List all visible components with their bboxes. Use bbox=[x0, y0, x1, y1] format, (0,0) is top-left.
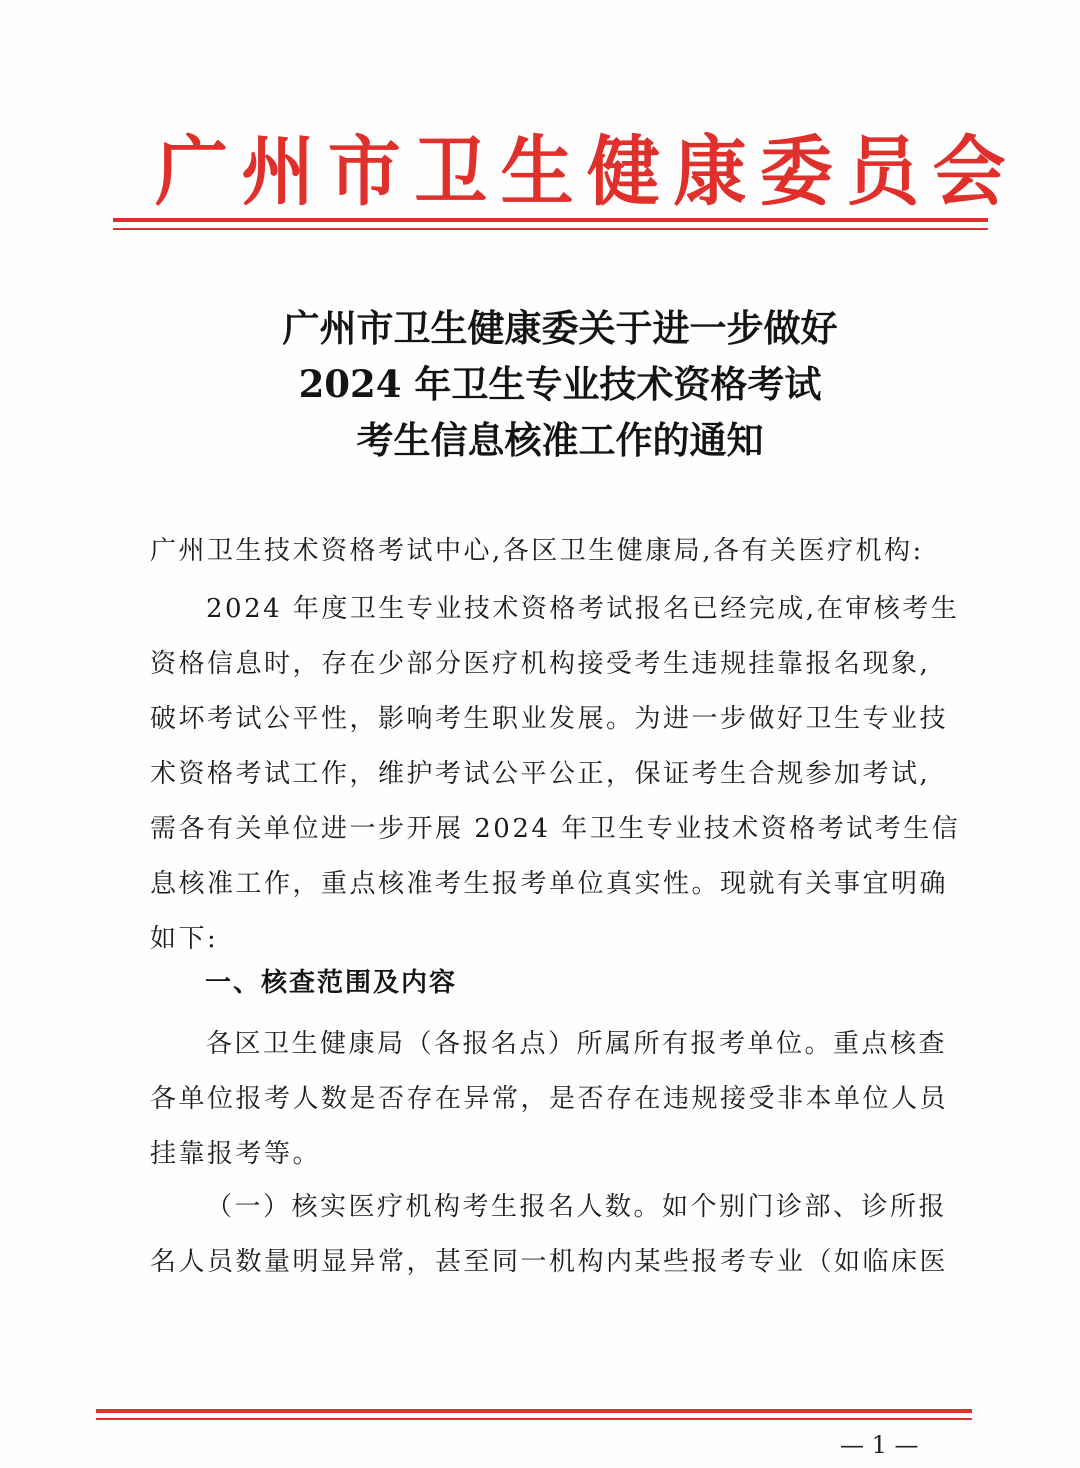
title-line: 考生信息核准工作的通知 bbox=[356, 418, 764, 462]
paragraph-line: 各区卫生健康局（各报名点）所属所有报考单位。重点核查 bbox=[206, 1029, 948, 1059]
paragraph-line: 术资格考试工作，维护考试公平公正，保证考生合规参加考试, bbox=[150, 759, 931, 789]
paragraph-line: 破坏考试公平性，影响考生职业发展。为进一步做好卫生专业技 bbox=[150, 704, 949, 734]
paragraph-scope bbox=[150, 1017, 950, 1182]
title-line: 2024 年卫生专业技术资格考试 bbox=[298, 362, 822, 406]
page-number: — 1 — bbox=[840, 1431, 919, 1459]
paragraph-line: 如下: bbox=[150, 924, 219, 954]
organization-letterhead: 广州市卫生健康委员会 bbox=[155, 127, 1019, 216]
paragraph-line: 需各有关单位进一步开展 2024 年卫生专业技术资格考试考生信 bbox=[150, 814, 961, 844]
title-line: 广州市卫生健康委关于进一步做好 bbox=[282, 306, 838, 350]
paragraph-line: 挂靠报考等。 bbox=[150, 1139, 322, 1169]
salutation: 广州卫生技术资格考试中心,各区卫生健康局,各有关医疗机构: bbox=[150, 536, 924, 566]
footer-rule-thick bbox=[96, 1409, 972, 1413]
letterhead-rule-thin bbox=[113, 228, 988, 230]
paragraph-line: 2024 年度卫生专业技术资格考试报名已经完成,在审核考生 bbox=[206, 594, 960, 624]
letterhead-rule-thick bbox=[113, 218, 988, 222]
document-title bbox=[180, 300, 940, 468]
paragraph-line: 资格信息时，存在少部分医疗机构接受考生违规挂靠报名现象, bbox=[150, 649, 931, 679]
paragraph-line: 各单位报考人数是否存在异常，是否存在违规接受非本单位人员 bbox=[150, 1084, 949, 1114]
paragraph-line: （一）核实医疗机构考生报名人数。如个别门诊部、诊所报 bbox=[206, 1192, 948, 1222]
footer-rule-thin bbox=[96, 1418, 972, 1420]
section-heading: 一、核查范围及内容 bbox=[205, 968, 458, 998]
paragraph-intro bbox=[150, 582, 961, 967]
paragraph-line: 名人员数量明显异常，甚至同一机构内某些报考专业（如临床医 bbox=[150, 1247, 949, 1277]
paragraph-line: 息核准工作，重点核准考生报考单位真实性。现就有关事宜明确 bbox=[150, 869, 949, 899]
paragraph-item-1 bbox=[150, 1180, 950, 1290]
